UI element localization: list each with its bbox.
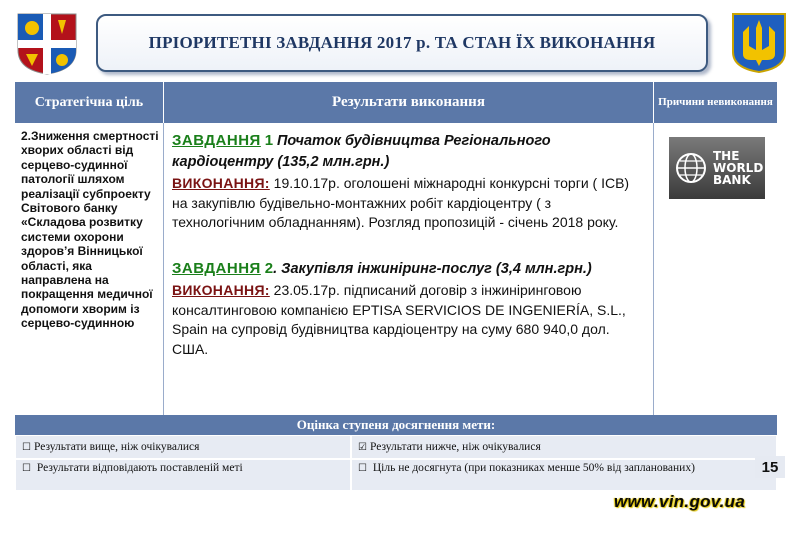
task-spacer xyxy=(172,235,647,259)
column-header-reasons: Причини невиконання xyxy=(654,82,777,123)
checkbox-unchecked-icon: ☐ xyxy=(22,441,31,453)
vinnytsia-coat-of-arms xyxy=(12,10,82,76)
task-1-number: 1 xyxy=(264,132,274,149)
assessment-option-wrapper xyxy=(358,462,770,475)
assessment-option-matches xyxy=(15,459,351,491)
results-cell xyxy=(164,123,654,415)
assessment-option-text: Ціль не досягнута (при показниках менше 50% від запланованих) xyxy=(372,462,695,474)
task-2-number: 2 xyxy=(264,259,274,277)
assessment-option-text: Результати вище, ніж очікувалися xyxy=(33,440,200,453)
task-1-execution xyxy=(172,174,647,233)
world-bank-wordmark xyxy=(713,150,763,186)
assessment-option-text: Результати відповідають поставленій меті xyxy=(36,462,243,474)
task-2-exec-label: ВИКОНАННЯ: xyxy=(172,282,270,298)
slide-title: ПРІОРИТЕТНІ ЗАВДАННЯ 2017 р. ТА СТАН ЇХ ВИКОНАННЯ xyxy=(148,33,656,52)
checkbox-unchecked-icon: ☐ xyxy=(358,463,367,474)
task-1-heading xyxy=(172,131,647,172)
task-1-label: ЗАВДАННЯ xyxy=(172,132,261,149)
task-2-title: . Закупівля інжиніринг-послуг (3,4 млн.грн.) xyxy=(273,260,592,277)
globe-icon xyxy=(675,152,707,184)
task-1-exec-label: ВИКОНАННЯ: xyxy=(172,175,270,191)
checkbox-unchecked-icon: ☐ xyxy=(22,463,31,474)
strategic-goal-cell xyxy=(15,123,164,415)
website-link[interactable]: www.vin.gov.ua xyxy=(614,492,746,511)
checkbox-checked-icon: ☑ xyxy=(358,441,367,453)
world-bank-logo xyxy=(669,137,765,199)
task-2-heading xyxy=(172,259,647,280)
page-number: 15 xyxy=(755,456,785,478)
world-bank-line-3: BANK xyxy=(713,173,751,187)
ukraine-trident-icon xyxy=(731,12,787,74)
column-header-strategic-goal: Стратегічна ціль xyxy=(15,82,164,123)
assessment-option-higher xyxy=(15,435,351,459)
task-1-exec-text: 19.10.17р. оголошені міжнародні конкурсні торги ( ICB) на закупівлю будівельно-монтажних робіт кардіоцентру ( з технологічним обладнанням). Розгляд пропозицій - січень 2018 року. xyxy=(172,175,630,230)
strategic-goal-text: 2.Зниження смертності хворих області від серцево-судинної патології шляхом реалізації субпроекту Світового банку «Складова розвитку системи охорони здоров’я Вінницької області, яка направлена на покращення медичної допомоги хворим із серцево-судинною xyxy=(21,129,159,331)
world-bank-line-1: THE xyxy=(713,149,740,163)
task-1-title: Початок будівництва Регіонального кардіоцентру (135,2 млн.грн.) xyxy=(172,133,551,170)
reasons-cell xyxy=(654,123,777,415)
column-header-results: Результати виконання xyxy=(164,82,654,123)
slide-title-box xyxy=(96,14,708,72)
assessment-option-lower xyxy=(351,435,777,459)
assessment-option-not-achieved xyxy=(351,459,777,491)
assessment-heading: Оцінка ступеня досягнення мети: xyxy=(15,415,777,435)
task-2-exec-text: 23.05.17р. підписаний договір з інжиніринговою консалтинговою компанією EPTISA SERVICIOS DE INGENIERÍA, S.L., Spain на супровід будівництва кардіоцентру на суму 680 940,0 дол. США. xyxy=(172,282,626,357)
world-bank-line-2: WORLD xyxy=(713,161,764,175)
assessment-option-text: Результати нижче, ніж очікувалися xyxy=(369,440,541,453)
task-2-label: ЗАВДАННЯ xyxy=(172,259,261,277)
table-header-row xyxy=(15,82,777,123)
task-2-execution xyxy=(172,281,647,359)
